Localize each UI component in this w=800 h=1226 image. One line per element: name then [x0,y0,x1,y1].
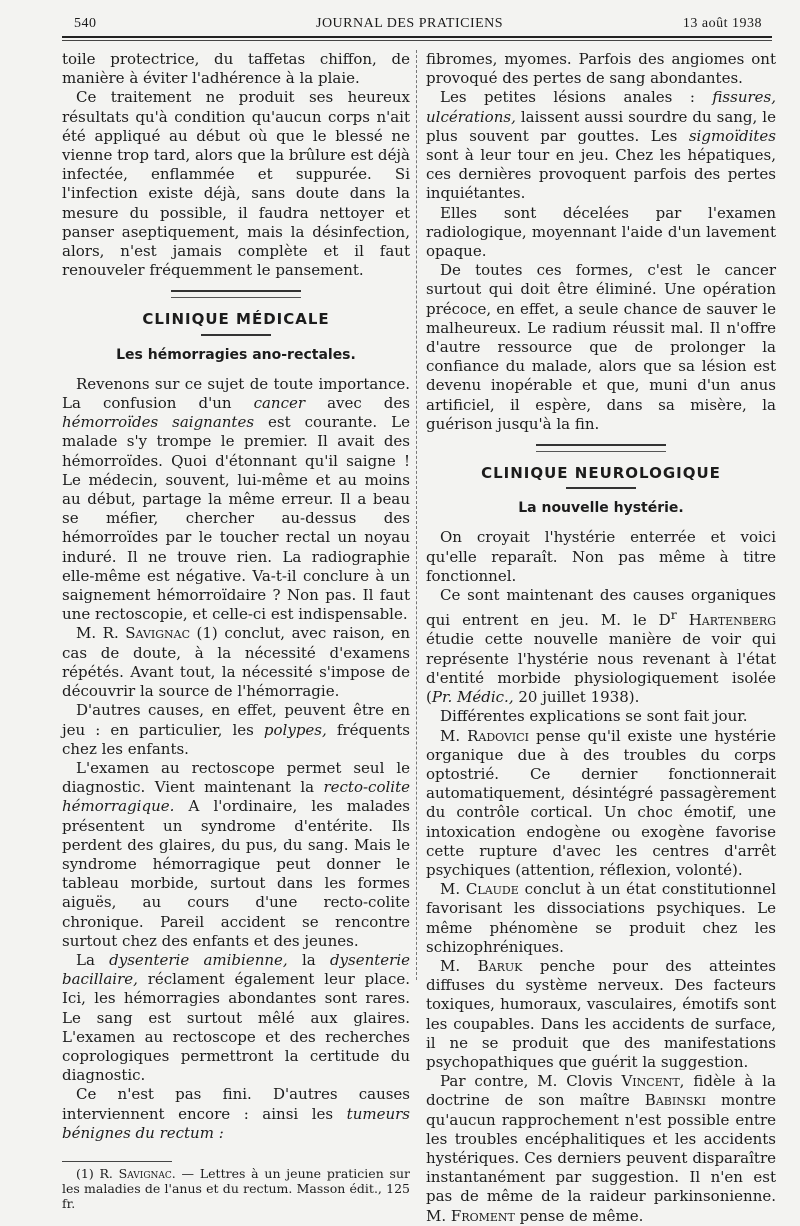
paragraph: M. Claude conclut à un état constitutionnel favorisant les dissociations psychiques. Le même phénomène se produit chez les schizophréniques. [426,880,776,956]
page-header [62,16,762,36]
paragraph: M. Radovici pense qu'il existe une hystérie organique due à des troubles du corps optostrié. Ce dernier fonctionnerait automatiquement, désintégré passagèrement du contrôle cortical. Un choc émotif, une intoxication endogène ou exogène favorise cette rupture d'avec les centres d'arrêt psychiques (attention, réflexion, volonté). [426,726,776,879]
header-rule-thin [62,40,772,41]
journal-title: JOURNAL DES PRATICIENS [316,16,504,31]
section-rule [566,487,636,489]
section-title: CLINIQUE NEUROLOGIQUE [481,464,721,483]
column-divider [416,50,417,980]
article-title: La nouvelle hystérie. [518,500,684,517]
paragraph: Différentes explications se sont fait jour. [440,707,748,726]
right-column [426,50,776,1226]
paragraph: M. R. Savignac (1) conclut, avec raison, en cas de doute, à la nécessité d'examens répétés. Avant tout, la nécessité s'impose de découvrir la source de l'hémorragie. [62,624,410,701]
paragraph: fibromes, myomes. Parfois des angiomes ont provoqué des pertes de sang abondantes. [426,50,776,88]
footnote-rule [62,1161,172,1162]
issue-date: 13 août 1938 [682,16,762,31]
paragraph: D'autres causes, en effet, peuvent être en jeu : en particulier, les polypes, fréquents chez les enfants. [62,701,410,758]
paragraph: L'examen au rectoscope permet seul le diagnostic. Vient maintenant la recto-colite hémorragique. A l'ordinaire, les malades présentent un syndrome d'entérite. Ils perdent des glaires, du pus, du sang. Mais le syndrome hémorragique peut donner le tableau morbide, surtout dans les formes aiguës, au cours d'une recto-colite chronique. Pareil accident se rencontre surtout chez des enfants et des jeunes. [62,758,410,950]
section-title: CLINIQUE MÉDICALE [142,310,330,329]
paragraph: M. Baruk penche pour des atteintes diffuses du système nerveux. Des facteurs toxiques, humoraux, vasculaires, émotifs sont les coupables. Dans les accidents de surface, il ne se produit que des manifestations psychopathiques que guérit la suggestion. [426,956,776,1071]
paragraph: Par contre, M. Clovis Vincent, fidèle à la doctrine de son maître Babinski montre qu'aucun rapprochement n'est possible entre les troubles encéphalitiques et les accidents hystériques. Ces derniers peuvent disparaître instantanément par suggestion. Il n'en est pas de même de la raideur parkinsonienne. M. Froment pense de même. [426,1072,776,1225]
left-column [62,50,410,1211]
paragraph: On croyait l'hystérie enterrée et voici qu'elle reparaît. Non pas même à titre fonctionnel. [426,528,776,585]
article-title: Les hémorragies ano-rectales. [116,346,356,363]
header-rule [62,36,772,38]
section-ornament [536,444,666,452]
paragraph: Ce sont maintenant des causes organiques qui entrent en jeu. M. le $D^r$ Hartenberg étudie cette nouvelle manière de voir qui représente l'hystérie nous revenant à l'état d'entité morbide physiologiquement isolée (Pr. Médic., 20 juillet 1938). [426,586,776,707]
paragraph: De toutes ces formes, c'est le cancer surtout qui doit être éliminé. Une opération précoce, en effet, a seule chance de sauver le malheureux. Le radium réussit mal. Il n'offre d'autre ressource que de prolonger la confiance du malade, alors que sa lésion est devenu inopérable et que, muni d'un anus artificiel, il espère, dans sa misère, la guérison jusqu'à la fin. [426,261,776,433]
paragraph: toile protectrice, du taffetas chiffon, de manière à éviter l'adhérence à la plaie. [62,50,410,88]
paragraph: La dysenterie amibienne, la dysenterie bacillaire, réclament également leur place. Ici, les hémorragies abondantes sont rares. Le sang est surtout mêlé aux glaires. L'examen au rectoscope et des recherches coprologiques permettront la certitude du diagnostic. [62,950,410,1085]
page-number: 540 [74,16,97,31]
footnote: (1) R. Savignac. — Lettres à un jeune praticien sur les maladies de l'anus et du rectum. Masson édit., 125 fr. [62,1165,410,1211]
paragraph: Ce n'est pas fini. D'autres causes interviennent encore : ainsi les tumeurs bénignes du rectum : [62,1085,410,1142]
paragraph: Ce traitement ne produit ses heureux résultats qu'à condition qu'aucun corps n'ait été appliqué au début où que le blessé ne vienne trop tard, alors que la brûlure est déjà infectée, enflammée et suppurée. Si l'infection existe déjà, sans doute dans la mesure du possible, il faudra nettoyer et panser aseptiquement, mais la désinfection, alors, n'est jamais complète et il faut renouveler fréquemment le pansement. [62,88,410,280]
section-ornament [171,290,301,298]
paragraph: Les petites lésions anales : fissures, ulcérations, laissent aussi sourdre du sang, le plus souvent par gouttes. Les sigmoïdites sont à leur tour en jeu. Chez les hépatiques, ces dernières provoquent parfois des pertes inquiétantes. [426,88,776,203]
paragraph: Elles sont décelées par l'examen radiologique, moyennant l'aide d'un lavement opaque. [426,203,776,261]
paragraph: Revenons sur ce sujet de toute importance. La confusion d'un cancer avec des hémorroïdes saignantes est courante. Le malade s'y trompe le premier. Il avait des hémorroïdes. Quoi d'étonnant qu'il saigne ! Le médecin, souvent, lui-même et au moins au début, partage la même erreur. Il a beau se méfier, chercher au-dessus des hémorroïdes par le toucher rectal un noyau induré. Il ne trouve rien. La radiographie elle-même est négative. Va-t-il conclure à un saignement hémorroïdaire ? Non pas. Il faut une rectoscopie, et celle-ci est indispensable. [62,374,410,624]
section-rule [201,334,271,336]
